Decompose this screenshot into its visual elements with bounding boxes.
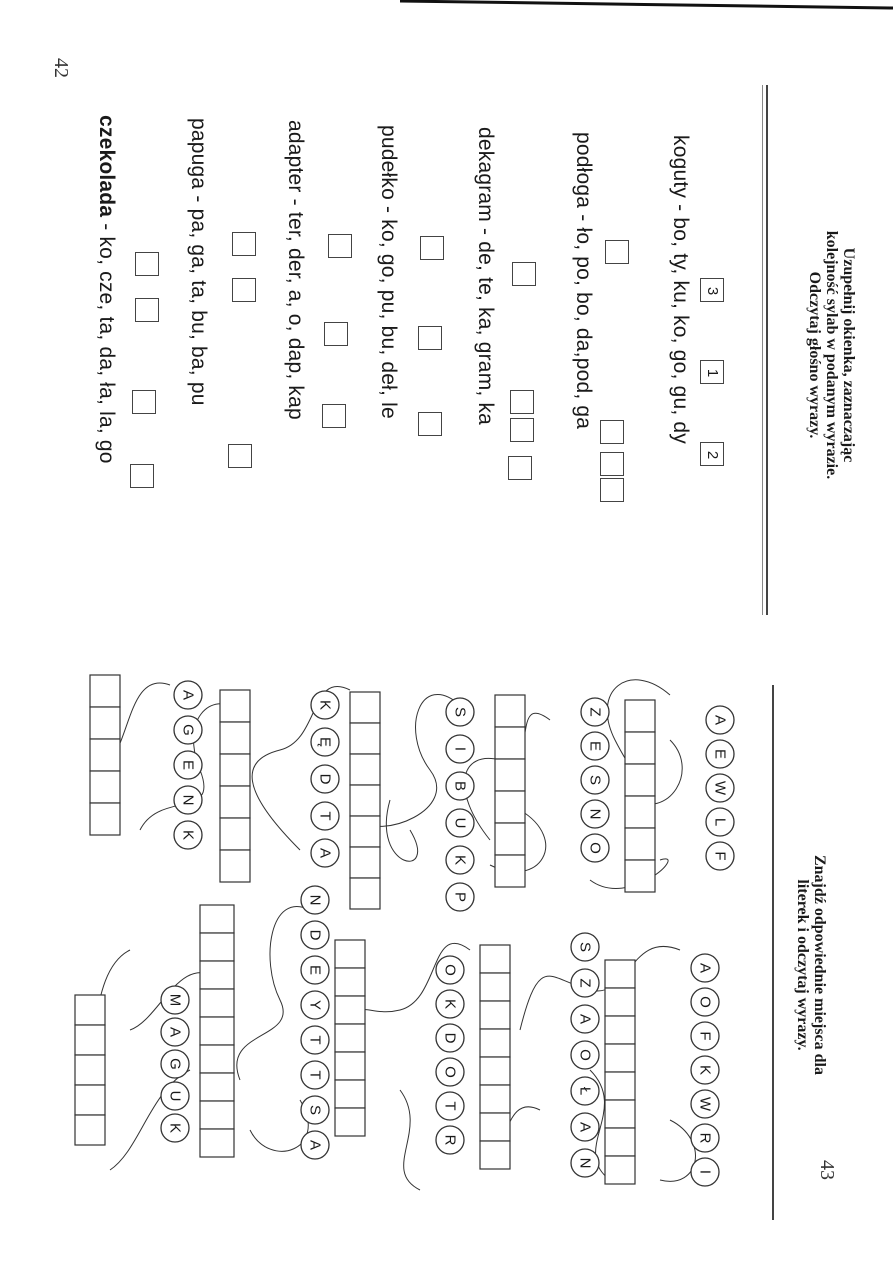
- letter-box[interactable]: [495, 759, 525, 791]
- letter-box[interactable]: [605, 1016, 635, 1044]
- left-divider-line-2: [762, 85, 763, 615]
- letter-text: T: [306, 1070, 324, 1080]
- answer-box[interactable]: [600, 478, 624, 502]
- letter-text: A: [711, 714, 729, 726]
- letter-box[interactable]: [200, 1101, 234, 1129]
- letter-text: T: [441, 1101, 459, 1111]
- left-divider-line: [766, 85, 768, 615]
- answer-box[interactable]: [510, 390, 534, 414]
- letter-text: A: [696, 962, 714, 974]
- page-number-right: 43: [816, 1160, 838, 1180]
- answer-box[interactable]: [130, 464, 154, 488]
- letter-box[interactable]: [480, 1001, 510, 1029]
- letter-text: Ł: [576, 1086, 594, 1096]
- letter-puzzle: [70, 650, 750, 1220]
- answer-box[interactable]: [420, 236, 444, 260]
- letter-text: T: [306, 1035, 324, 1045]
- letter-box[interactable]: [335, 1108, 365, 1136]
- letter-text: B: [451, 780, 469, 792]
- page-number-left: 42: [50, 58, 72, 78]
- answer-box[interactable]: [328, 234, 352, 258]
- letter-text: F: [711, 851, 729, 861]
- letter-text: E: [179, 759, 197, 771]
- letter-box[interactable]: [220, 850, 250, 882]
- answer-box[interactable]: [510, 418, 534, 442]
- letter-box[interactable]: [200, 1073, 234, 1101]
- right-instruction-line-2: literek i odczytaj wyrazy.: [794, 879, 811, 1051]
- letter-text: F: [696, 1031, 714, 1041]
- letter-box[interactable]: [220, 690, 250, 722]
- answer-box[interactable]: [418, 326, 442, 350]
- letter-text: N: [576, 1157, 594, 1169]
- syllable-row: podłoga - ło, po, bo, da,pod, ga: [572, 132, 595, 430]
- letter-box[interactable]: [90, 771, 120, 803]
- letter-text: K: [179, 829, 197, 841]
- letter-box[interactable]: [75, 1025, 105, 1055]
- letter-box[interactable]: [90, 739, 120, 771]
- answer-box[interactable]: 1: [700, 360, 724, 384]
- letter-box[interactable]: [625, 732, 655, 764]
- letter-text: I: [451, 746, 469, 752]
- letter-box[interactable]: [90, 707, 120, 739]
- letter-text: D: [316, 773, 334, 785]
- letter-text: N: [179, 794, 197, 806]
- letter-box[interactable]: [480, 1029, 510, 1057]
- answer-box[interactable]: [228, 444, 252, 468]
- letter-text: K: [316, 699, 334, 711]
- answer-box[interactable]: [600, 420, 624, 444]
- letter-box[interactable]: [605, 1072, 635, 1100]
- letter-box[interactable]: [480, 1057, 510, 1085]
- left-instruction-line-3: Odczytaj głośno wyrazy.: [806, 271, 823, 439]
- letter-text: R: [441, 1134, 459, 1146]
- letter-text: K: [696, 1064, 714, 1076]
- letter-box[interactable]: [200, 1017, 234, 1045]
- answer-box[interactable]: [135, 252, 159, 276]
- answer-box[interactable]: [132, 390, 156, 414]
- letter-box[interactable]: [220, 818, 250, 850]
- left-instruction-line-2: kolejność sylab w podanym wyrazie.: [823, 230, 840, 480]
- left-instruction-line-1: Uzupełnij okienka, zaznaczając: [840, 247, 857, 463]
- letter-text: Ę: [316, 736, 334, 748]
- answer-box[interactable]: 3: [700, 278, 724, 302]
- letter-box[interactable]: [625, 796, 655, 828]
- letter-text: N: [586, 808, 604, 820]
- letter-box[interactable]: [495, 791, 525, 823]
- letter-box[interactable]: [200, 989, 234, 1017]
- letter-box[interactable]: [480, 945, 510, 973]
- letter-box[interactable]: [200, 933, 234, 961]
- letter-text: W: [711, 780, 729, 796]
- letter-box[interactable]: [350, 692, 380, 723]
- answer-box[interactable]: [232, 232, 256, 256]
- letter-text: O: [441, 964, 459, 976]
- letter-text: E: [306, 964, 324, 976]
- letter-text: W: [696, 1096, 714, 1112]
- letter-text: A: [576, 1121, 594, 1133]
- letter-box[interactable]: [605, 1044, 635, 1072]
- letter-box[interactable]: [200, 905, 234, 933]
- letter-box[interactable]: [350, 816, 380, 847]
- letter-box[interactable]: [75, 995, 105, 1025]
- letter-box[interactable]: [480, 1141, 510, 1169]
- letter-box[interactable]: [335, 1080, 365, 1108]
- letter-text: O: [696, 996, 714, 1008]
- answer-box[interactable]: [512, 262, 536, 286]
- letter-text: O: [586, 842, 604, 854]
- answer-box[interactable]: 2: [700, 442, 724, 466]
- letter-box[interactable]: [350, 847, 380, 878]
- letter-text: A: [306, 1139, 324, 1151]
- letter-box[interactable]: [605, 1128, 635, 1156]
- letter-text: S: [576, 941, 594, 953]
- letter-text: A: [166, 1026, 184, 1038]
- letter-box[interactable]: [75, 1085, 105, 1115]
- letter-box[interactable]: [625, 764, 655, 796]
- letter-text: A: [576, 1013, 594, 1025]
- letter-text: K: [166, 1122, 184, 1134]
- letter-box[interactable]: [200, 961, 234, 989]
- letter-box[interactable]: [495, 823, 525, 855]
- right-instruction: [794, 800, 828, 1130]
- letter-box[interactable]: [90, 675, 120, 707]
- letter-box[interactable]: [495, 855, 525, 887]
- letter-box[interactable]: [75, 1055, 105, 1085]
- letter-box[interactable]: [350, 785, 380, 816]
- letter-text: E: [586, 740, 604, 752]
- letter-text: D: [441, 1032, 459, 1044]
- answer-box[interactable]: [322, 404, 346, 428]
- letter-box[interactable]: [335, 1052, 365, 1080]
- row-syllables: bo, ty, ku, ko, go, gu, dy: [669, 217, 692, 444]
- letter-box[interactable]: [625, 700, 655, 732]
- letter-box[interactable]: [625, 860, 655, 892]
- letter-box[interactable]: [335, 968, 365, 996]
- letter-text: I: [696, 1169, 714, 1175]
- letter-text: U: [166, 1090, 184, 1102]
- answer-box[interactable]: [135, 298, 159, 322]
- letter-box[interactable]: [335, 996, 365, 1024]
- letter-text: G: [179, 724, 197, 736]
- letter-box[interactable]: [75, 1115, 105, 1145]
- right-divider-line: [772, 685, 774, 1220]
- letter-box[interactable]: [200, 1129, 234, 1157]
- letter-box[interactable]: [335, 1024, 365, 1052]
- scan-top-edge: [400, 0, 893, 10]
- letter-text: S: [586, 774, 604, 786]
- row-word: koguty: [669, 135, 692, 199]
- letter-text: Z: [586, 707, 604, 717]
- letter-box[interactable]: [220, 722, 250, 754]
- letter-box[interactable]: [605, 960, 635, 988]
- letter-box[interactable]: [350, 723, 380, 754]
- letter-text: T: [316, 811, 334, 821]
- letter-box[interactable]: [200, 1045, 234, 1073]
- letter-box[interactable]: [220, 786, 250, 818]
- syllable-row: dekagram - de, te, ka, gram, ka: [474, 127, 497, 426]
- letter-box[interactable]: [625, 828, 655, 860]
- answer-box[interactable]: [418, 412, 442, 436]
- letter-box[interactable]: [350, 878, 380, 909]
- letter-text: U: [451, 817, 469, 829]
- answer-box[interactable]: [324, 322, 348, 346]
- syllable-row: czekolada - ko, cze, ta, da, ła, la, go: [95, 115, 118, 464]
- letter-box[interactable]: [90, 803, 120, 835]
- syllable-row: papuga - pa, ga, ta, bu, ba, pu: [187, 118, 210, 406]
- letter-box[interactable]: [605, 1156, 635, 1184]
- syllable-row: koguty - bo, ty, ku, ko, go, gu, dy: [669, 135, 692, 444]
- letter-text: S: [451, 706, 469, 718]
- letter-text: G: [166, 1058, 184, 1070]
- letter-box[interactable]: [605, 988, 635, 1016]
- answer-box[interactable]: [605, 240, 629, 264]
- letter-text: P: [451, 891, 469, 903]
- letter-box[interactable]: [480, 1085, 510, 1113]
- letter-text: L: [711, 817, 729, 827]
- letter-text: M: [166, 993, 184, 1007]
- letter-text: D: [306, 929, 324, 941]
- letter-text: A: [179, 689, 197, 701]
- letter-box[interactable]: [495, 695, 525, 727]
- right-instruction-line-1: Znajdź odpowiednie miejsca dla: [811, 854, 828, 1075]
- letter-box[interactable]: [335, 940, 365, 968]
- answer-box[interactable]: [232, 278, 256, 302]
- letter-text: Z: [576, 978, 594, 988]
- letter-text: O: [576, 1049, 594, 1061]
- letter-text: Y: [306, 999, 324, 1011]
- letter-text: E: [711, 748, 729, 760]
- syllable-row: pudełko - ko, go, pu, bu, deł, le: [377, 125, 400, 419]
- letter-text: N: [306, 894, 324, 906]
- letter-text: K: [441, 998, 459, 1010]
- syllable-row: adapter - ter, der, a, o, dap, kap: [284, 120, 307, 420]
- answer-box[interactable]: [600, 452, 624, 476]
- left-instruction: [806, 205, 857, 505]
- letter-box[interactable]: [220, 754, 250, 786]
- letter-text: R: [696, 1132, 714, 1144]
- letter-box[interactable]: [480, 1113, 510, 1141]
- letter-box[interactable]: [605, 1100, 635, 1128]
- letter-box[interactable]: [350, 754, 380, 785]
- letter-text: S: [306, 1104, 324, 1116]
- answer-box[interactable]: [508, 456, 532, 480]
- letter-box[interactable]: [495, 727, 525, 759]
- letter-text: K: [451, 854, 469, 866]
- letter-box[interactable]: [480, 973, 510, 1001]
- letter-text: A: [316, 847, 334, 859]
- letter-text: O: [441, 1066, 459, 1078]
